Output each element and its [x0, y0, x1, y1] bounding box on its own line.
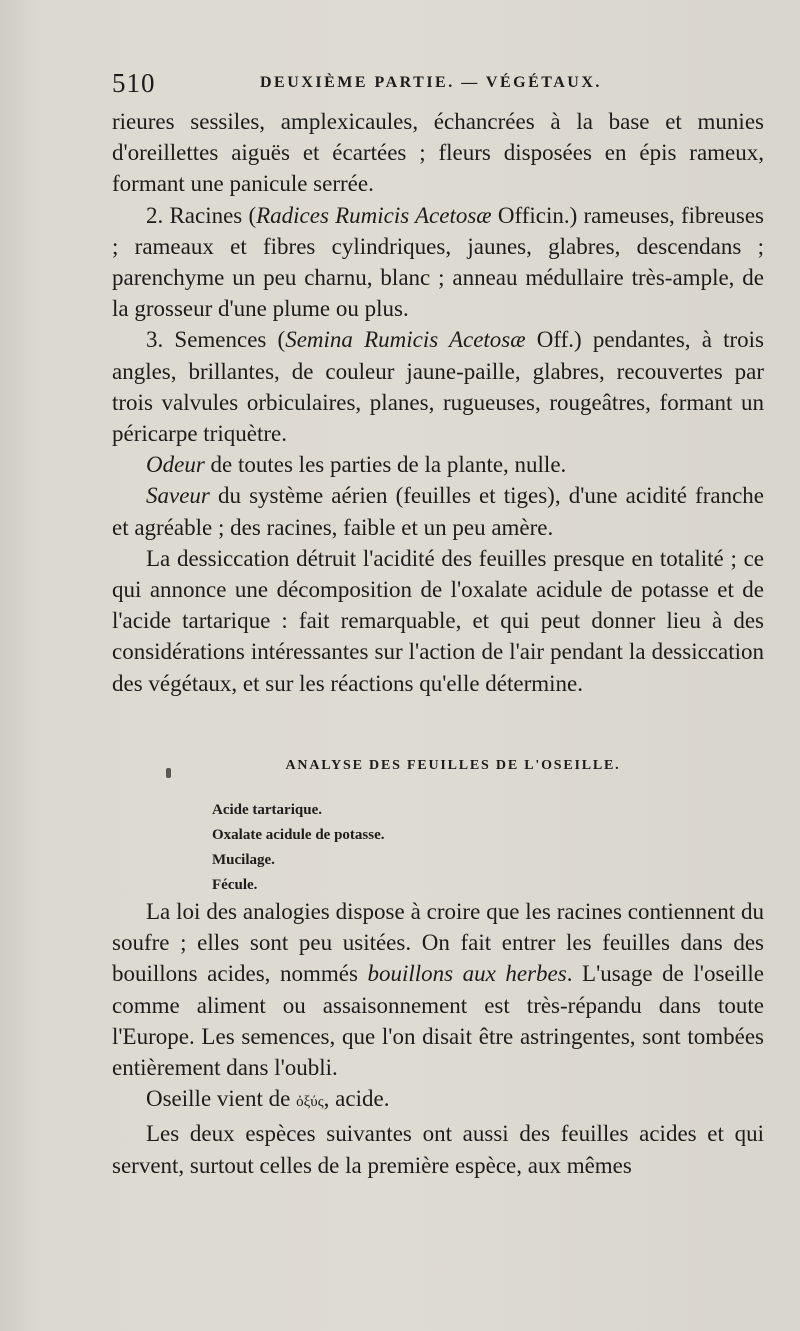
paragraph-etymology: Oseille vient de ὀξύς, acide. — [146, 1086, 390, 1112]
analysis-item: Acide tartarique. — [212, 802, 322, 818]
paragraph-especes: Les deux espèces suivantes ont aussi des feuilles acides et qui servent, surtout celles de la première espèce, aux mêmes — [112, 1121, 764, 1178]
paragraph-odeur: Odeur de toutes les parties de la plante, nulle. — [146, 452, 567, 478]
paragraph-semences: 3. Semences (Semina Rumicis Acetosæ Off.) pendantes, à trois angles, brillantes, de couleur jaune-paille, glabres, recouvertes par trois valvules orbiculaires, planes, rugueuses, rougeâtres, formant un péricarpe triquètre. — [112, 327, 764, 447]
paragraph-saveur: Saveur du système aérien (feuilles et tiges), d'une acidité franche et agréable ; des racines, faible et un peu amère. — [112, 483, 764, 540]
body-text — [112, 106, 764, 699]
page-header — [112, 68, 752, 102]
page-number: 510 — [112, 68, 156, 98]
body-text-continued — [112, 896, 764, 1181]
analysis-list — [212, 798, 764, 898]
paragraph-continuation: rieures sessiles, amplexicaules, échancrées à la base et munies d'oreillettes aiguës et écartées ; fleurs disposées en épis rameux, formant une panicule serrée. — [112, 109, 764, 197]
running-head: DEUXIÈME PARTIE. — VÉGÉTAUX. — [260, 74, 602, 91]
analysis-item: Fécule. — [212, 877, 258, 893]
paragraph-racines: 2. Racines (Radices Rumicis Acetosæ Officin.) rameuses, fibreuses ; rameaux et fibres cylindriques, jaunes, glabres, descendans ; parenchyme un peu charnu, blanc ; anneau médullaire très-ample, de la grosseur d'une plume ou plus. — [112, 202, 764, 322]
analysis-section — [112, 758, 764, 898]
paragraph-analogies: La loi des analogies dispose à croire que les racines contiennent du soufre ; elles sont peu usitées. On fait entrer les feuilles dans des bouillons acides, nommés bouillons aux herbes. L'usage de l'oseille comme aliment ou assaisonnement est très-répandu dans toute l'Europe. Les semences, que l'on disait être astringentes, sont tombées entièrement dans l'oubli. — [112, 899, 764, 1081]
analysis-item: Mucilage. — [212, 852, 275, 868]
paragraph-dessiccation: La dessiccation détruit l'acidité des feuilles presque en totalité ; ce qui annonce une décomposition de l'oxalate acidule de potasse et de l'acide tartarique : fait remarquable, et qui peut donner lieu à des considérations intéressantes sur l'action de l'air pendant la dessiccation des végétaux, et sur les réactions qu'elle détermine. — [112, 545, 764, 696]
analysis-item: Oxalate acidule de potasse. — [212, 827, 385, 843]
analysis-title: ANALYSE DES FEUILLES DE L'OSEILLE. — [285, 758, 621, 773]
